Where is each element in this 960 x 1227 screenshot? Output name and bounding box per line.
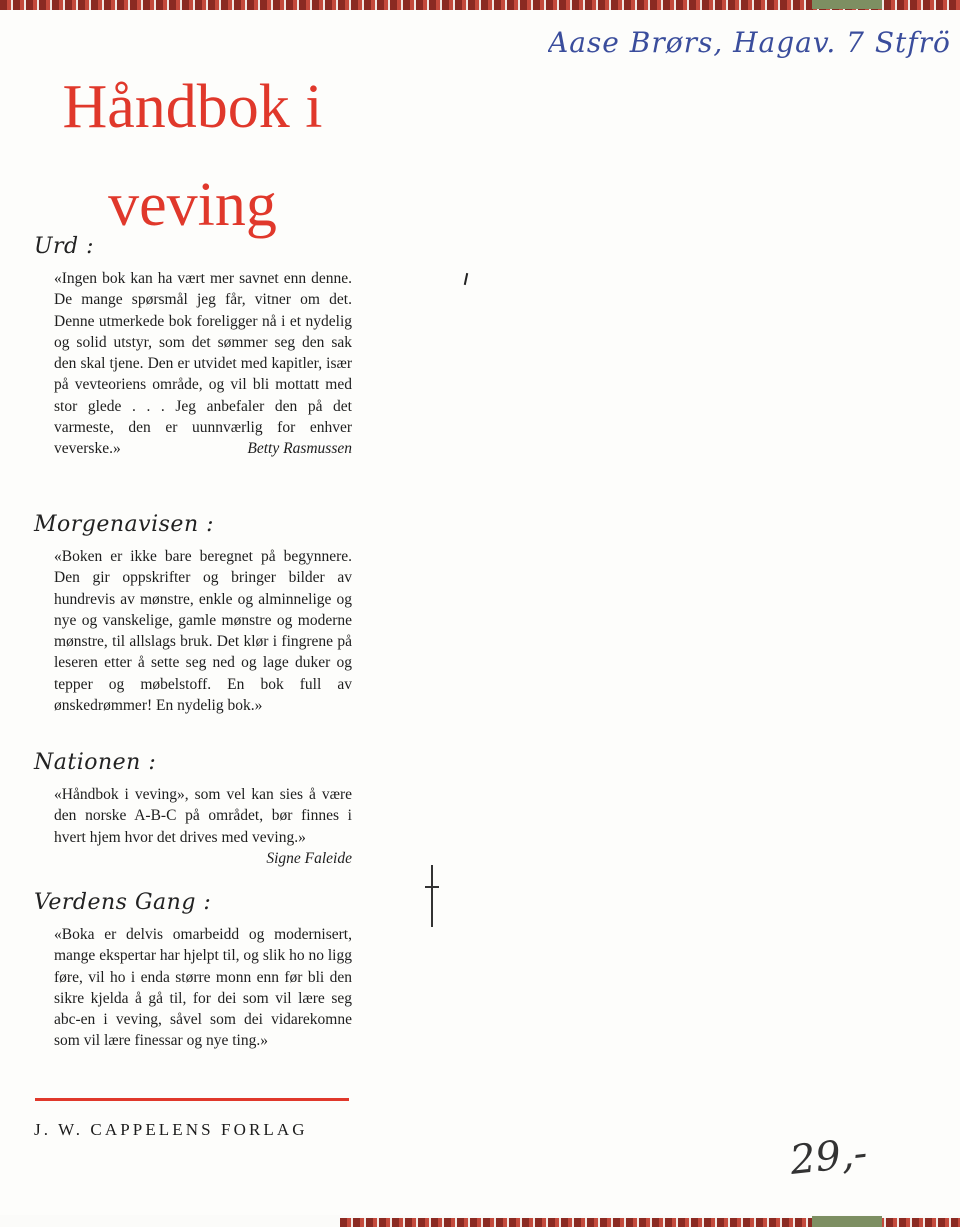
review-urd bbox=[34, 234, 352, 460]
book-title: Håndbok i veving bbox=[62, 73, 323, 239]
fold-crop-mark bbox=[431, 865, 433, 927]
review-source: Morgenavisen : bbox=[34, 512, 215, 537]
pencil-price: 29,- bbox=[787, 1130, 870, 1184]
review-source: Verdens Gang : bbox=[34, 890, 212, 915]
review-source: Nationen : bbox=[34, 750, 157, 775]
pencil-tick-mark bbox=[464, 273, 468, 285]
review-nationen bbox=[34, 750, 352, 869]
review-quote-text: «Boken er ikke bare beregnet på begynnere. Den gir oppskrifter og bringer bilder av hundrevis av mønstre, enkle og alminnelige og nye og vanskelige, gamle mønstre og moderne mønstre, til allslags bruk. Det klør i fingrene på leseren etter å sette seg ned og lage duker og tepper og møbelstoff. En bok full av ønskedrømmer! En nydelig bok.» bbox=[54, 548, 352, 715]
review-quote bbox=[54, 268, 352, 460]
review-quote-text: «Boka er delvis omarbeidd og modernisert, mange ekspertar har hjelpt til, og slik ho no ligg føre, vil ho i enda større monn enn før bli den sikre kjelda å gå til, for dei som vil lære seg abc-en i veving, såvel som dei vidarekomne som vil lære finessar og nye ting.» bbox=[54, 926, 352, 1050]
review-quote-text: «Håndbok i veving», som vel kan sies å være den norske A-B-C på området, bør finnes i hvert hjem hvor det drives med veving.» bbox=[54, 786, 352, 846]
binding-tab-bottom bbox=[812, 1216, 882, 1227]
publisher-name: J. W. CAPPELENS FORLAG bbox=[34, 1120, 308, 1139]
review-morgenavisen bbox=[34, 512, 352, 716]
review-author: Betty Rasmussen bbox=[247, 440, 352, 458]
review-quote bbox=[54, 784, 352, 867]
fold-crop-mark-bar bbox=[425, 886, 439, 888]
owner-inscription: Aase Brørs, Hagav. 7 Stfrö bbox=[548, 26, 951, 59]
review-verdens-gang bbox=[34, 890, 352, 1052]
review-source: Urd : bbox=[34, 234, 95, 259]
review-quote bbox=[54, 924, 352, 1052]
jacket-flap-page bbox=[0, 10, 960, 1215]
red-divider-rule bbox=[35, 1098, 349, 1101]
binding-tab-top bbox=[812, 0, 882, 9]
review-quote-text: «Ingen bok kan ha vært mer savnet enn denne. De mange spørsmål jeg får, vitner om det. Denne utmerkede bok foreligger nå i et nydelig og solid utstyr, som det sømmer seg den sak den skal tjene. Den er utvidet med kapitler, især på vevteoriens område, og vil bli mottatt med stor glede . . . Jeg anbefaler den på det varmeste, den er uunnværlig for enhver veverske.» bbox=[54, 270, 352, 458]
review-quote bbox=[54, 546, 352, 716]
review-author: Signe Faleide bbox=[266, 849, 352, 867]
